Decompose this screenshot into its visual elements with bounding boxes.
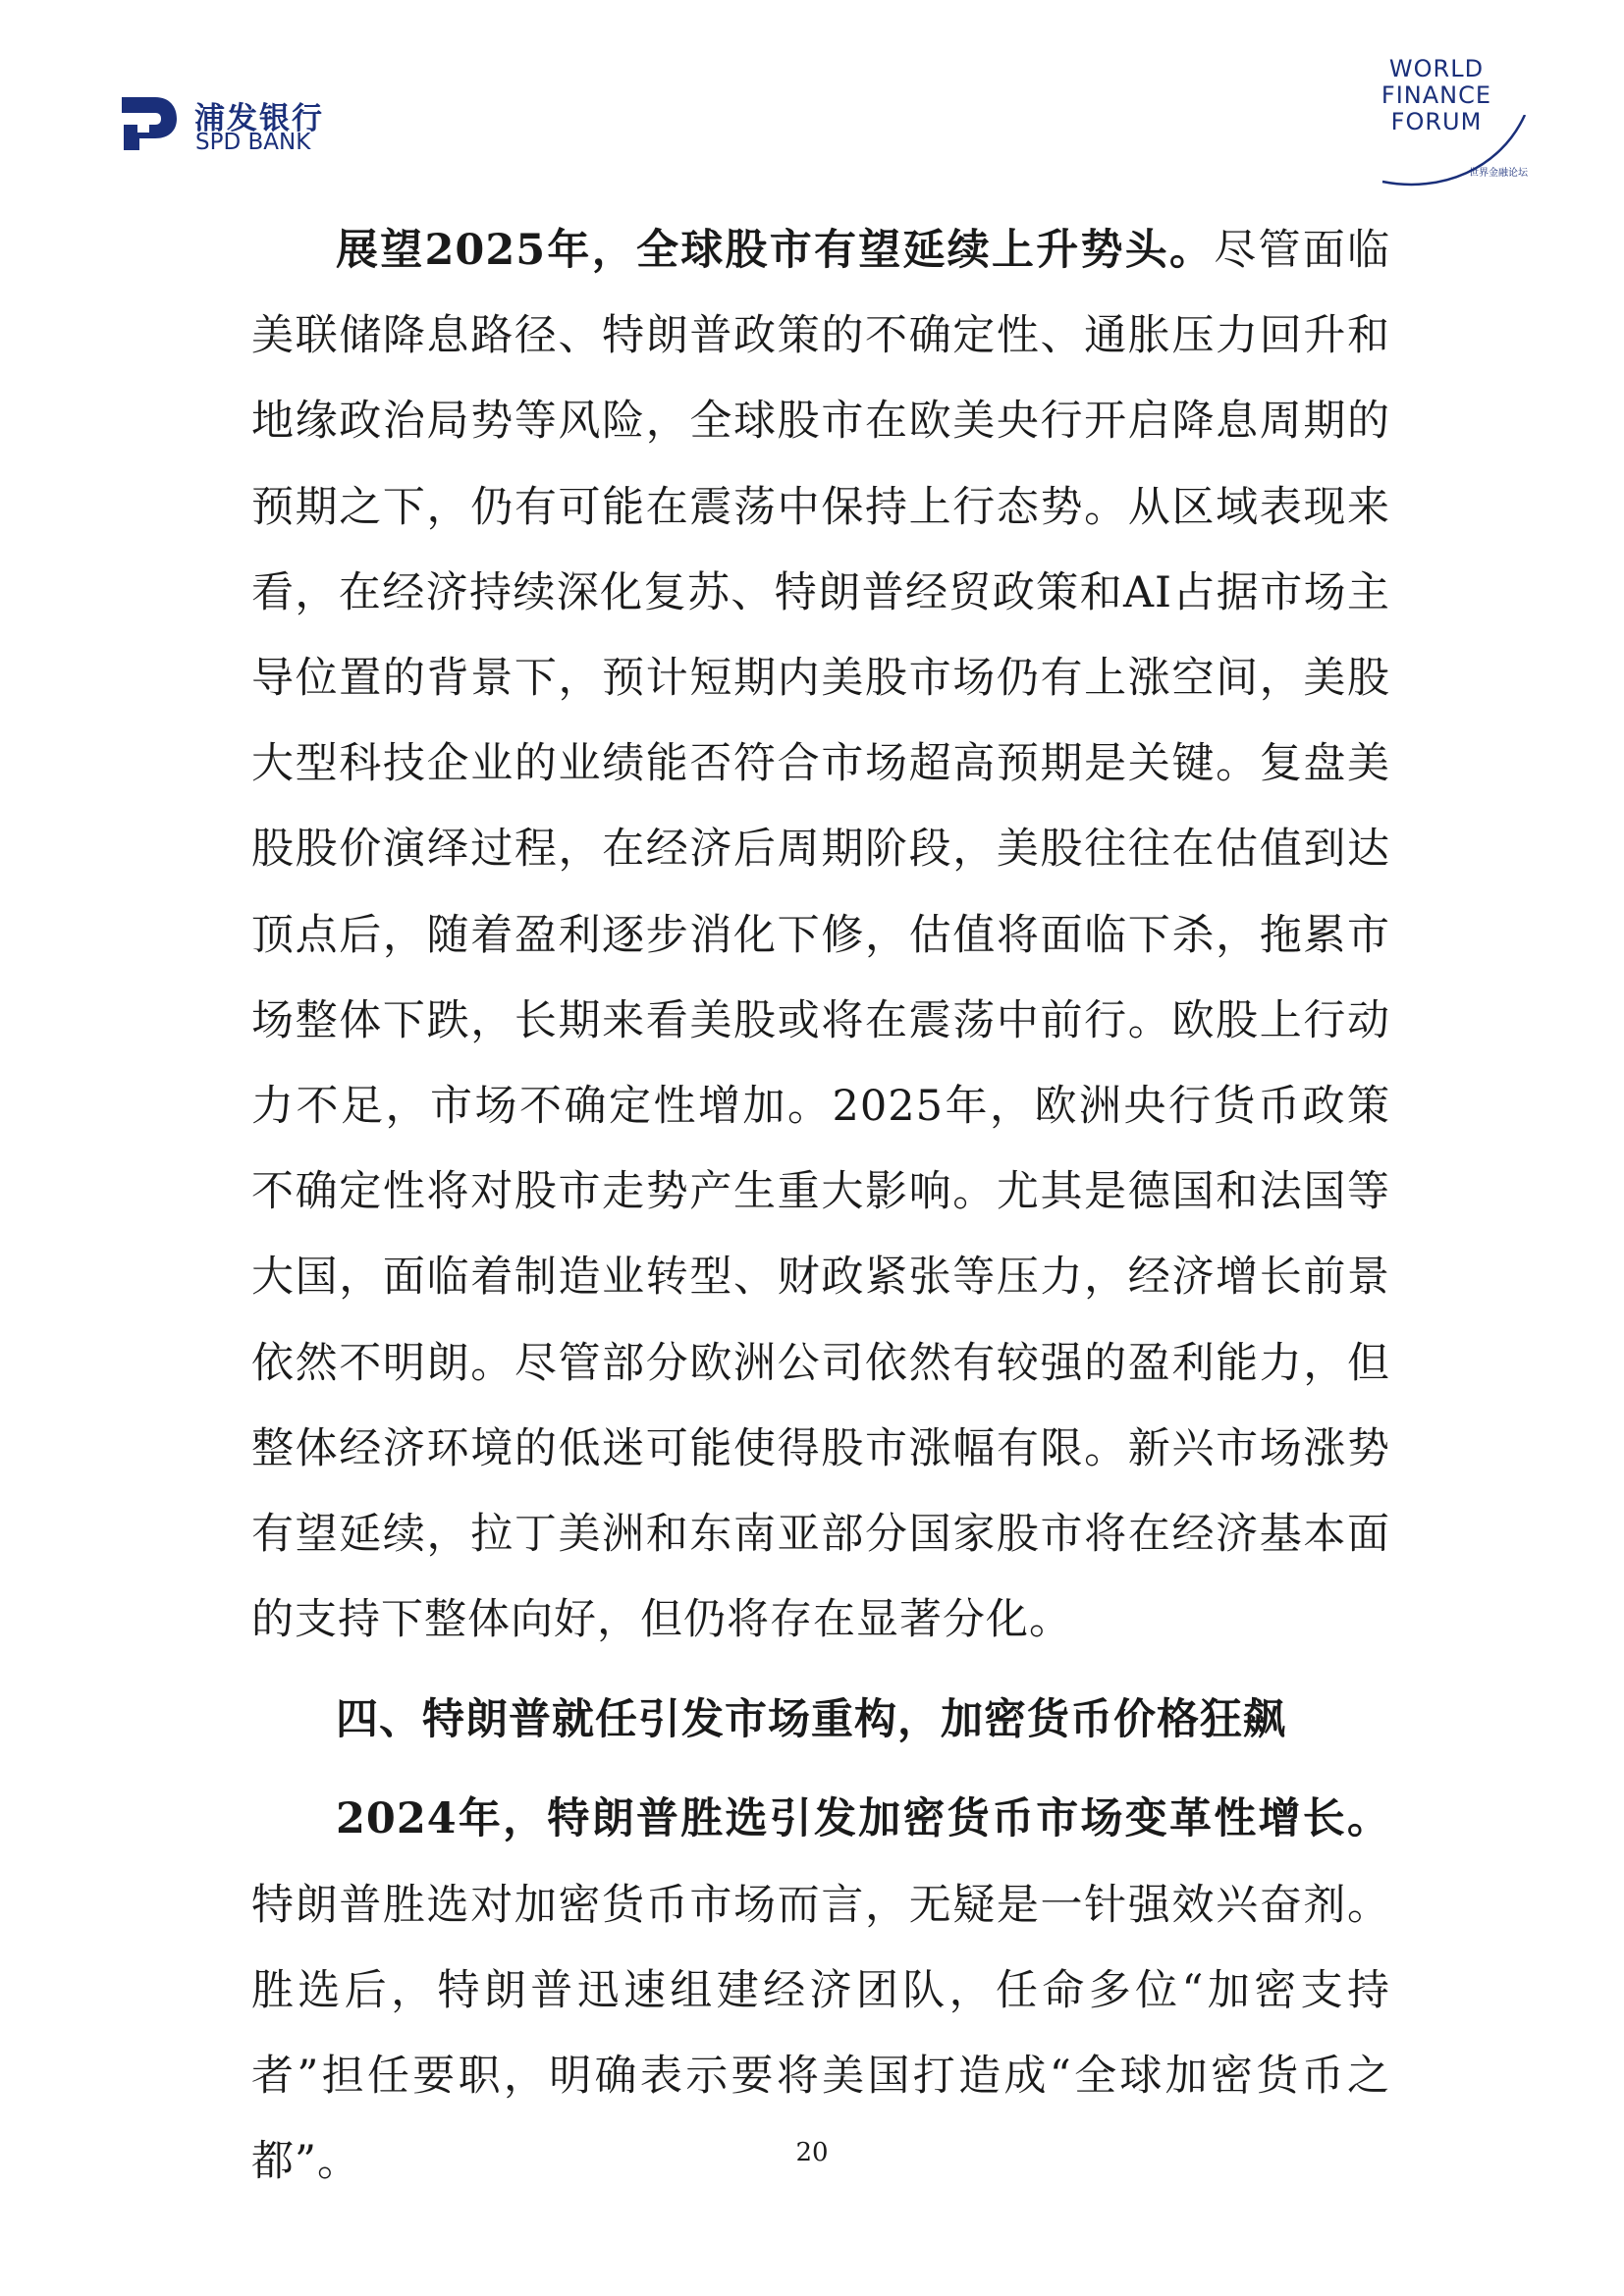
forum-name-line-2: FINANCE xyxy=(1380,81,1492,109)
section-heading: 四、特朗普就任引发市场重构，加密货币价格狂飙 xyxy=(336,1695,1286,1745)
forum-name-line-3: FORUM xyxy=(1390,108,1483,135)
world-finance-forum-logo xyxy=(1353,56,1540,188)
bank-name-en: SPD BANK xyxy=(195,130,311,155)
paragraph-outlook-2025 xyxy=(251,208,1390,1663)
forum-name-line-1: WORLD xyxy=(1388,55,1485,82)
bank-name-cn: 浦发银行 xyxy=(194,101,324,136)
paragraph-text: 特朗普胜选对加密货币市场而言，无疑是一针强效兴奋剂。胜选后，特朗普迅速组建经济团队，任命多位“加密支持者”担任要职，明确表示要将美国打造成“全球加密货币之都”。 xyxy=(251,1880,1390,2187)
forum-name-cn: 世界金融论坛 xyxy=(1469,168,1528,179)
paragraph-text: 尽管面临美联储降息路径、特朗普政策的不确定性、通胀压力回升和地缘政治局势等风险，全球股市在欧美央行开启降息周期的预期之下，仍有可能在震荡中保持上行态势。从区域表现来看，在经济持续深化复苏、特朗普经贸政策和AI占据市场主导位置的背景下，预计短期内美股市场仍有上涨空间，美股大型科技企业的业绩能否符合市场超高预期是关键。复盘美股股价演绎过程，在经济后周期阶段，美股往往在估值到达顶点后，随着盈利逐步消化下修，估值将面临下杀，拖累市场整体下跌，长期来看美股或将在震荡中前行。欧股上行动力不足，市场不确定性增加。2025年，欧洲央行货币政策不确定性将对股市走势产生重大影响。尤其是德国和法国等大国，面临着制造业转型、财政紧张等压力，经济增长前景依然不明朗。尽管部分欧洲公司依然有较强的盈利能力，但整体经济环境的低迷可能使得股市涨幅有限。新兴市场涨势有望延续，拉丁美洲和东南亚部分国家股市将在经济基本面的支持下整体向好，但仍将存在显著分化。 xyxy=(251,226,1390,1645)
page-header xyxy=(0,0,1624,187)
spd-bank-logo xyxy=(116,93,373,158)
page-number: 20 xyxy=(795,2138,829,2167)
spd-bank-logo-mark-icon xyxy=(116,93,185,154)
document-body xyxy=(251,208,1390,2205)
paragraph-lead-bold: 2024年，特朗普胜选引发加密货币市场变革性增长。 xyxy=(336,1794,1390,1844)
paragraph-lead-bold: 展望2025年，全球股市有望延续上升势头。 xyxy=(336,226,1215,275)
